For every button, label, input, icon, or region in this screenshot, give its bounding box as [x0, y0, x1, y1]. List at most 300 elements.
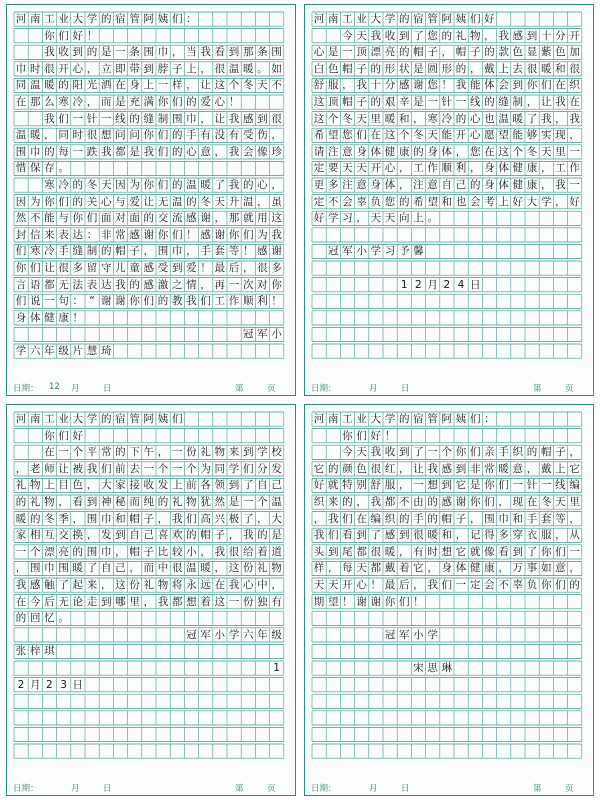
handwritten-char: 一 — [15, 545, 27, 558]
handwritten-char: 针 — [526, 479, 538, 492]
handwritten-char: 受 — [157, 262, 169, 274]
handwritten-char: ！ — [342, 595, 353, 608]
handwritten-char: ， — [257, 195, 268, 208]
footer-day-label: 日 — [103, 384, 112, 394]
handwritten-char: 到 — [398, 529, 410, 542]
handwritten-char: 寒 — [44, 179, 55, 191]
handwritten-char: 中 — [257, 579, 268, 591]
handwritten-char: ， — [15, 462, 27, 475]
handwritten-char: 们 — [157, 179, 169, 191]
handwritten-char: ， — [555, 195, 566, 208]
handwritten-char: 健 — [469, 562, 481, 575]
handwritten-char: 1 — [400, 278, 408, 291]
handwritten-char: 这 — [214, 595, 226, 608]
handwritten-char: 就 — [469, 545, 481, 558]
handwritten-char: 体 — [498, 162, 509, 175]
handwritten-char: 谢 — [356, 595, 367, 608]
handwritten-char: 有 — [413, 545, 424, 558]
handwritten-char: 样 — [171, 79, 183, 92]
handwritten-char: 们 — [342, 512, 353, 525]
handwritten-char: 和 — [555, 62, 566, 75]
handwritten-char: 脖 — [157, 62, 169, 75]
handwritten-char: 法 — [72, 278, 84, 291]
handwritten-char: 4 — [457, 278, 465, 291]
handwritten-char: 表 — [58, 228, 69, 241]
handwritten-char: 冬 — [200, 195, 211, 208]
handwritten-char: 子 — [143, 545, 155, 558]
handwritten-char: 家 — [15, 529, 27, 542]
handwritten-char: 谢 — [115, 295, 126, 308]
handwritten-char: 健 — [384, 145, 396, 158]
handwritten-char: 我 — [540, 112, 552, 125]
handwritten-char: 都 — [356, 545, 367, 558]
handwritten-char: 在 — [555, 79, 566, 92]
handwritten-char: 。 — [58, 162, 69, 175]
handwritten-char: 围 — [58, 562, 69, 575]
handwritten-char: 我 — [115, 278, 126, 291]
handwritten-char: 你 — [157, 228, 169, 241]
handwritten-char: 工 — [413, 162, 424, 175]
handwritten-char: 礼 — [257, 562, 268, 575]
handwritten-char: 礼 — [171, 496, 183, 508]
handwritten-char: 们 — [356, 129, 367, 142]
handwritten-char: 意 — [512, 462, 524, 475]
handwritten-char: 们 — [29, 262, 41, 274]
handwritten-char: 也 — [455, 195, 467, 208]
handwritten-char: 们 — [171, 96, 183, 108]
handwritten-char: ， — [143, 245, 155, 258]
handwritten-char: 们 — [171, 13, 183, 25]
handwritten-char: 己 — [455, 179, 467, 191]
handwritten-char: 感 — [29, 579, 41, 591]
handwritten-char: 它 — [313, 462, 325, 475]
handwritten-char: 这 — [498, 145, 509, 158]
handwritten-char: 到 — [512, 545, 524, 558]
handwritten-char: 寒 — [58, 96, 69, 108]
handwritten-char: 高 — [200, 512, 211, 525]
handwritten-char: 注 — [327, 145, 339, 158]
handwritten-char: ！ — [271, 295, 282, 308]
handwritten-char: 一 — [540, 479, 552, 492]
handwritten-char: 个 — [441, 446, 453, 459]
handwritten-char: 校 — [271, 446, 282, 459]
handwritten-char: 收 — [143, 479, 155, 492]
handwritten-char: 的 — [15, 612, 27, 625]
handwritten-char: ： — [186, 13, 197, 25]
handwritten-char: 们 — [555, 545, 566, 558]
handwritten-char: 那 — [228, 212, 240, 225]
handwritten-char: 大 — [271, 512, 282, 525]
handwritten-char: 我 — [200, 46, 211, 59]
handwritten-char: 上 — [413, 212, 424, 225]
handwritten-char: 业 — [356, 13, 367, 25]
handwritten-char: 是 — [100, 46, 112, 59]
handwritten-char: 温 — [15, 129, 27, 142]
handwritten-char: 注 — [342, 179, 353, 191]
handwritten-char: ： — [86, 228, 98, 241]
handwritten-char: 着 — [257, 545, 268, 558]
handwritten-char: 手 — [200, 245, 211, 258]
handwritten-char: 和 — [441, 529, 453, 542]
handwritten-char: 感 — [398, 79, 410, 92]
handwritten-char: 在 — [115, 79, 126, 92]
handwritten-char: 的 — [129, 112, 140, 125]
handwritten-char: 在 — [15, 96, 27, 108]
handwritten-char: 天 — [370, 212, 382, 225]
handwritten-char: 关 — [86, 195, 98, 208]
handwritten-char: 样 — [313, 562, 325, 575]
handwritten-char: 让 — [214, 112, 226, 125]
handwritten-char: 接 — [129, 479, 140, 492]
handwritten-char: 了 — [86, 562, 98, 575]
handwritten-char: 现 — [555, 129, 566, 142]
handwritten-char: 们 — [58, 195, 69, 208]
handwritten-char: 到 — [257, 112, 268, 125]
footer-page-unit: 页 — [565, 784, 574, 794]
handwritten-char: 们 — [356, 429, 367, 442]
handwritten-char: 分 — [257, 462, 268, 475]
handwritten-char: 的 — [171, 145, 183, 158]
handwritten-char: 们 — [327, 529, 339, 542]
handwritten-char: 到 — [86, 496, 98, 508]
handwritten-char: 会 — [469, 195, 481, 208]
handwritten-char: 作 — [569, 162, 580, 175]
handwritten-char: 的 — [186, 529, 197, 542]
handwritten-char: 暖 — [512, 112, 524, 125]
handwritten-char: 感 — [384, 529, 396, 542]
letter-page-2 — [304, 4, 594, 396]
handwritten-char: 圆 — [427, 62, 438, 75]
handwritten-char: 多 — [498, 529, 509, 542]
handwritten-char: 交 — [58, 529, 69, 542]
handwritten-char: 那 — [242, 46, 254, 59]
handwritten-char: 心 — [356, 579, 367, 591]
handwritten-char: 针 — [441, 96, 453, 108]
handwritten-char: 物 — [186, 496, 197, 508]
handwritten-char: 制 — [157, 112, 169, 125]
handwritten-char: 了 — [242, 479, 254, 492]
handwritten-char: 围 — [484, 512, 495, 525]
handwritten-char: 达 — [72, 228, 84, 241]
handwritten-char: 时 — [427, 545, 438, 558]
handwritten-char: 你 — [143, 179, 155, 191]
handwritten-char: 每 — [342, 562, 353, 575]
handwritten-char: 较 — [171, 545, 183, 558]
handwritten-char: 围 — [86, 545, 98, 558]
handwritten-char: 神 — [100, 496, 112, 508]
handwritten-char: 礼 — [200, 446, 211, 459]
handwritten-char: 的 — [157, 295, 169, 308]
handwritten-char: 我 — [313, 529, 325, 542]
handwritten-char: ， — [555, 529, 566, 542]
handwritten-char: 我 — [44, 46, 55, 59]
handwritten-char: 了 — [370, 529, 382, 542]
handwritten-char: 够 — [526, 129, 538, 142]
handwritten-char: 你 — [526, 79, 538, 92]
handwritten-char: 我 — [228, 579, 240, 591]
handwritten-char: 的 — [327, 462, 339, 475]
handwritten-char: 漂 — [370, 46, 382, 59]
handwritten-char: 线 — [469, 96, 481, 108]
handwritten-char: 我 — [100, 145, 112, 158]
handwritten-char: 十 — [370, 79, 382, 92]
handwritten-char: 。 — [257, 62, 268, 75]
handwritten-char: 收 — [384, 29, 396, 42]
handwritten-char: 围 — [171, 112, 183, 125]
handwritten-char: 流 — [171, 212, 183, 225]
handwritten-char: 的 — [413, 145, 424, 158]
handwritten-char: 而 — [129, 496, 140, 508]
handwritten-char: ， — [342, 79, 353, 92]
handwritten-char: 心 — [257, 179, 268, 191]
handwritten-char: 份 — [129, 579, 140, 591]
handwritten-char: 前 — [186, 479, 197, 492]
handwritten-char: 各 — [200, 479, 211, 492]
handwritten-char: 不 — [498, 579, 509, 591]
handwritten-char: ， — [72, 512, 84, 525]
handwritten-char: 它 — [569, 462, 580, 475]
handwritten-char: 达 — [100, 278, 112, 291]
handwritten-char: 的 — [484, 96, 495, 108]
handwritten-char: 冬 — [242, 79, 254, 92]
handwritten-char: 宿 — [115, 413, 126, 425]
handwritten-char: 然 — [214, 496, 226, 508]
handwritten-char: ， — [271, 579, 282, 591]
handwritten-char: 子 — [214, 529, 226, 542]
handwritten-char: 后 — [398, 579, 410, 591]
handwritten-char: 巾 — [100, 512, 112, 525]
handwritten-char: 有 — [228, 129, 240, 142]
handwritten-char: ！ — [441, 79, 453, 92]
letter-page-4 — [304, 404, 594, 796]
handwritten-char: 学 — [384, 413, 396, 425]
handwritten-char: 级 — [271, 628, 282, 641]
handwritten-char: 体 — [384, 179, 396, 191]
handwritten-char: 谢 — [143, 228, 155, 241]
handwritten-char: 温 — [498, 112, 509, 125]
handwritten-char: 学 — [86, 13, 98, 25]
handwritten-char: 感 — [129, 228, 140, 241]
handwritten-char: 自 — [257, 479, 268, 492]
handwritten-char: 个 — [327, 112, 339, 125]
handwritten-char: 特 — [342, 479, 353, 492]
handwritten-char: ， — [257, 512, 268, 525]
handwritten-char: 它 — [455, 479, 467, 492]
handwritten-char: 是 — [271, 529, 282, 542]
handwritten-char: 尾 — [342, 545, 353, 558]
handwritten-char: 小 — [186, 545, 197, 558]
handwritten-char: 教 — [171, 295, 183, 308]
handwritten-char: 来 — [327, 496, 339, 508]
handwritten-char: 个 — [228, 79, 240, 92]
handwritten-char: 与 — [115, 195, 126, 208]
handwritten-char: 每 — [58, 145, 69, 158]
handwritten-char: 们 — [200, 295, 211, 308]
handwritten-char: 的 — [455, 112, 467, 125]
handwritten-char: 了 — [58, 579, 69, 591]
handwritten-char: 冠 — [186, 628, 197, 641]
handwritten-char: 学 — [228, 628, 240, 641]
handwritten-char: 学 — [540, 195, 552, 208]
handwritten-char: 冠 — [384, 628, 396, 641]
handwritten-char: 天 — [327, 579, 339, 591]
footer-page-unit: 页 — [267, 384, 276, 394]
handwritten-char: ， — [86, 529, 98, 542]
handwritten-char: 色 — [512, 46, 524, 59]
handwritten-char: 的 — [526, 446, 538, 459]
handwritten-char: 前 — [115, 462, 126, 475]
handwritten-char: 你 — [143, 129, 155, 142]
handwritten-char: 帽 — [441, 512, 453, 525]
handwritten-char: 一 — [427, 96, 438, 108]
handwritten-char: 开 — [370, 162, 382, 175]
handwritten-char: 织 — [313, 496, 325, 508]
handwritten-char: 它 — [455, 545, 467, 558]
handwritten-char: 月 — [427, 278, 438, 291]
handwritten-char: 温 — [271, 496, 282, 508]
handwritten-char: 物 — [157, 579, 169, 591]
handwritten-char: 像 — [257, 145, 268, 158]
handwritten-char: 巾 — [157, 46, 169, 59]
handwritten-char: 望 — [427, 195, 438, 208]
handwritten-char: 和 — [441, 195, 453, 208]
footer-page-unit: 页 — [267, 784, 276, 794]
handwritten-char: 物 — [214, 446, 226, 459]
handwritten-char: ， — [214, 212, 226, 225]
handwritten-char: ， — [186, 79, 197, 92]
handwritten-char: 们 — [242, 228, 254, 241]
handwritten-char: 一 — [171, 462, 183, 475]
handwritten-char: 冬 — [44, 512, 55, 525]
handwritten-char: 军 — [398, 628, 410, 641]
handwritten-char: 非 — [469, 462, 481, 475]
handwritten-char: 会 — [498, 79, 509, 92]
handwritten-char: ， — [327, 562, 339, 575]
handwritten-char: 的 — [15, 496, 27, 508]
handwritten-char: 留 — [86, 262, 98, 274]
handwritten-char: 上 — [143, 79, 155, 92]
handwritten-char: 对 — [115, 212, 126, 225]
handwritten-char: 如 — [271, 62, 282, 75]
handwritten-char: 了 — [526, 545, 538, 558]
handwritten-char: 了 — [413, 446, 424, 459]
handwritten-char: ， — [540, 179, 552, 191]
handwritten-char: 我 — [427, 462, 438, 475]
handwritten-char: ， — [86, 62, 98, 75]
handwritten-char: 无 — [58, 595, 69, 608]
handwritten-char: 的 — [186, 195, 197, 208]
handwritten-char: 我 — [555, 179, 566, 191]
handwritten-char: 定 — [469, 579, 481, 591]
handwritten-char: 在 — [356, 512, 367, 525]
handwritten-char: 在 — [526, 496, 538, 508]
handwritten-char: 手 — [186, 129, 197, 142]
handwritten-char: 了 — [413, 29, 424, 42]
handwritten-char: 天 — [342, 162, 353, 175]
handwritten-char: 帽 — [540, 446, 552, 459]
handwritten-char: 大 — [100, 479, 112, 492]
handwritten-char: 加 — [569, 46, 580, 59]
handwritten-char: ！ — [72, 311, 84, 324]
handwritten-char: 身 — [441, 562, 453, 575]
handwritten-char: 一 — [569, 545, 580, 558]
handwritten-char: 们 — [58, 112, 69, 125]
handwritten-char: 帽 — [342, 62, 353, 75]
handwritten-char: 作 — [427, 162, 438, 175]
footer-page-label: 第 — [533, 384, 542, 394]
handwritten-char: 的 — [29, 512, 41, 525]
handwritten-char: 想 — [427, 479, 438, 492]
handwritten-char: 颜 — [342, 462, 353, 475]
handwritten-char: 手 — [413, 512, 424, 525]
footer-day-label: 日 — [103, 784, 112, 794]
handwritten-char: 兴 — [214, 512, 226, 525]
handwritten-char: 的 — [100, 413, 112, 425]
handwritten-char: 线 — [555, 479, 566, 492]
handwritten-char: 是 — [469, 479, 481, 492]
handwritten-char: 心 — [186, 145, 197, 158]
handwritten-char: 期 — [313, 595, 325, 608]
handwritten-char: 季 — [58, 512, 69, 525]
handwritten-char: 的 — [342, 496, 353, 508]
handwritten-char: 个 — [512, 145, 524, 158]
handwritten-char: 实 — [540, 129, 552, 142]
handwritten-char: 子 — [356, 62, 367, 75]
handwritten-char: 记 — [469, 529, 481, 542]
handwritten-char: ， — [441, 46, 453, 59]
handwritten-char: 们 — [171, 228, 183, 241]
handwritten-char: ， — [540, 162, 552, 175]
handwritten-char: 面 — [129, 212, 140, 225]
handwritten-char: 愿 — [484, 129, 495, 142]
handwritten-char: 想 — [441, 545, 453, 558]
handwritten-char: 谢 — [413, 79, 424, 92]
handwritten-char: 亮 — [58, 545, 69, 558]
handwritten-char: 年 — [257, 628, 268, 641]
handwritten-char: 然 — [15, 212, 27, 225]
handwritten-char: 望 — [327, 595, 339, 608]
handwritten-char: ， — [398, 179, 410, 191]
handwritten-char: 请 — [313, 145, 325, 158]
handwritten-char: 触 — [44, 579, 55, 591]
handwritten-char: 想 — [100, 129, 112, 142]
handwritten-char: 身 — [15, 311, 27, 324]
handwritten-char: 你 — [540, 545, 552, 558]
footer-day-label: 日 — [401, 384, 410, 394]
handwritten-char: 姨 — [157, 13, 169, 25]
handwritten-char: 温 — [186, 179, 197, 191]
handwritten-char: 很 — [58, 262, 69, 274]
handwritten-char: 天 — [540, 145, 552, 158]
handwritten-char: 领 — [214, 479, 226, 492]
handwritten-char: 到 — [242, 446, 254, 459]
handwritten-char: 即 — [115, 62, 126, 75]
handwritten-char: 紫 — [540, 46, 552, 59]
handwritten-char: 的 — [72, 545, 84, 558]
handwritten-char: 着 — [200, 595, 211, 608]
handwritten-char: 们 — [143, 295, 155, 308]
handwritten-char: 的 — [398, 413, 410, 425]
handwritten-char: 心 — [100, 195, 112, 208]
handwritten-char: ！ — [186, 228, 197, 241]
handwritten-char: 。 — [58, 612, 69, 625]
handwritten-char: 辜 — [512, 579, 524, 591]
handwritten-char: 的 — [370, 96, 382, 108]
handwritten-char: ， — [115, 545, 126, 558]
handwritten-char: 帽 — [129, 545, 140, 558]
handwritten-char: 红 — [384, 462, 396, 475]
handwritten-char: 因 — [15, 195, 27, 208]
